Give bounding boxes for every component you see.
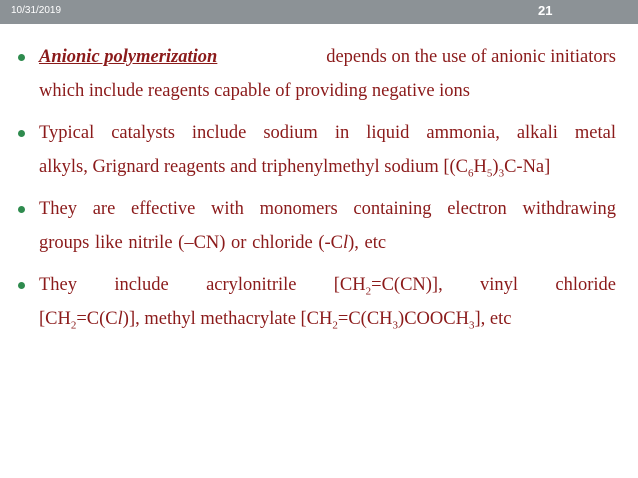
bullet-text: ), etc bbox=[348, 233, 387, 253]
bullet-line bbox=[39, 40, 616, 74]
slide-header-bar bbox=[0, 0, 638, 24]
bullet-text: which include reagents capable of providing negative ions bbox=[39, 81, 471, 101]
italic-l: l bbox=[117, 309, 123, 329]
word: include bbox=[114, 275, 169, 295]
bullet-text: )COOCH bbox=[398, 309, 469, 329]
bullet-effective-monomers bbox=[14, 192, 616, 260]
italic-l: l bbox=[343, 233, 349, 253]
bullet-text: [CH bbox=[333, 275, 366, 295]
bullet-text: They are effective with monomers containing electron withdrawing bbox=[39, 199, 616, 219]
slide-number: 21 bbox=[538, 3, 553, 18]
subscript: 2 bbox=[332, 319, 338, 332]
bullet-text: )], methyl methacrylate [CH bbox=[122, 309, 333, 329]
subscript: 3 bbox=[468, 319, 475, 332]
bullet-anionic-polymerization bbox=[14, 40, 616, 108]
bullet-line bbox=[14, 302, 616, 336]
bullet-dot-icon bbox=[18, 206, 25, 213]
bullet-text: ], etc bbox=[474, 309, 512, 329]
bullet-line bbox=[39, 150, 616, 184]
bullet-text: [CH bbox=[39, 309, 71, 329]
word: vinyl bbox=[480, 275, 519, 295]
subscript: 3 bbox=[392, 319, 399, 332]
bullet-text: Typical catalysts include sodium in liquid ammonia, alkali metal bbox=[39, 123, 616, 143]
slide-date: 10/31/2019 bbox=[11, 5, 62, 16]
bullet-they-include bbox=[14, 268, 616, 336]
bullet-text: =C(C bbox=[76, 309, 118, 329]
bullet-dot-icon bbox=[18, 130, 25, 137]
bullet-dot-icon bbox=[18, 282, 25, 289]
formula-acrylonitrile bbox=[334, 268, 443, 302]
bullet-text: H bbox=[473, 157, 487, 177]
word: They bbox=[39, 275, 78, 295]
subscript: 2 bbox=[365, 285, 372, 298]
subscript: 5 bbox=[486, 167, 493, 180]
bullet-text: ) bbox=[492, 157, 499, 177]
bullet-text: C-Na] bbox=[504, 157, 551, 177]
bullet-text: depends on the use of anionic initiators bbox=[326, 47, 616, 67]
subscript: 6 bbox=[468, 167, 474, 180]
word: acrylonitrile bbox=[206, 275, 297, 295]
bullet-text: alkyls, Grignard reagents and triphenylmethyl sodium [(C bbox=[39, 157, 469, 177]
word: chloride bbox=[555, 275, 616, 295]
slide-content bbox=[14, 40, 616, 336]
bullet-line bbox=[39, 226, 616, 260]
bullet-text: groups like nitrile (–CN) or chloride (-C bbox=[39, 233, 343, 253]
term-anionic-polymerization: Anionic polymerization bbox=[39, 47, 218, 67]
bullet-text: =C(CH bbox=[337, 309, 393, 329]
subscript: 2 bbox=[70, 319, 77, 332]
bullet-typical-catalysts bbox=[14, 116, 616, 184]
bullet-text: =C(CN)], bbox=[371, 275, 443, 295]
bullet-dot-icon bbox=[18, 54, 25, 61]
subscript: 3 bbox=[498, 167, 505, 180]
bullet-line bbox=[39, 268, 616, 302]
